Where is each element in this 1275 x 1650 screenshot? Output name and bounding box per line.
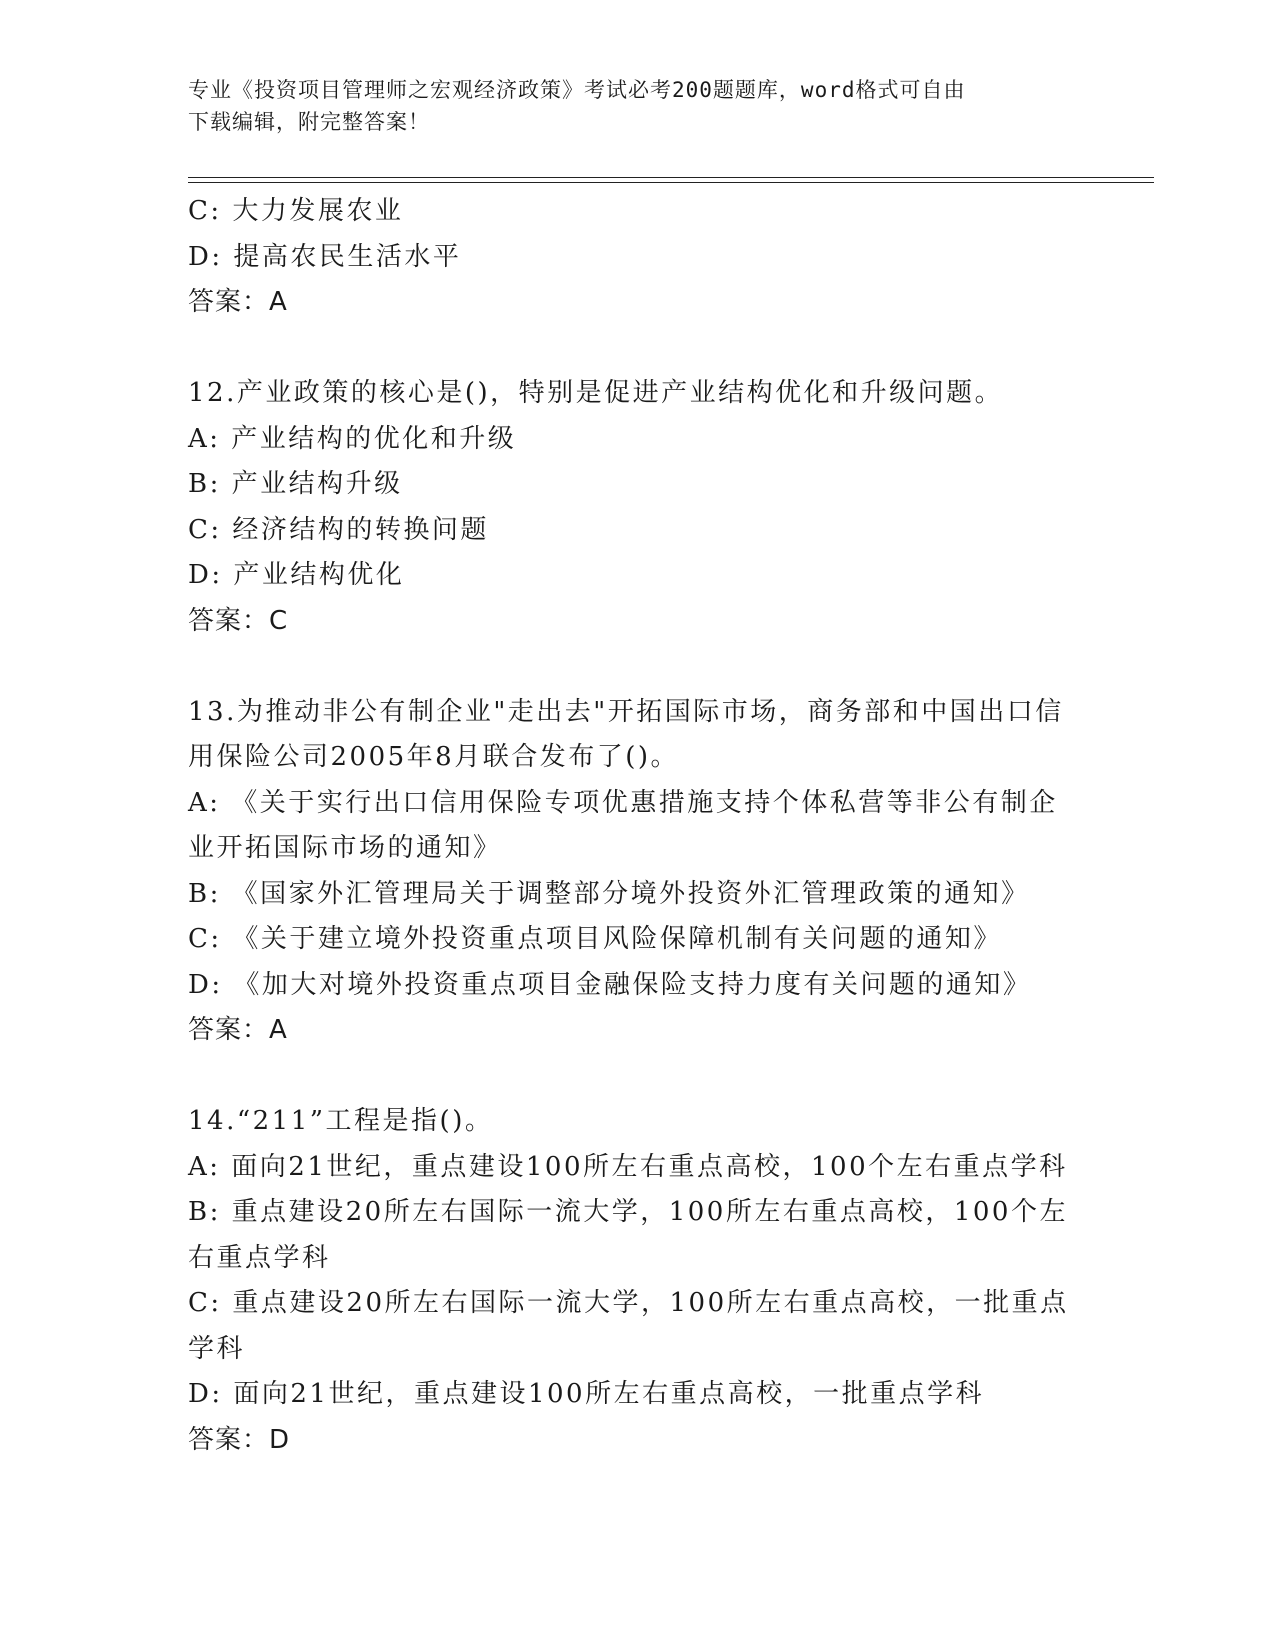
q13-option-c: C: 《关于建立境外投资重点项目风险保障机制有关问题的通知》 <box>188 924 1002 954</box>
q14-option-b-line-1: B: 重点建设20所左右国际一流大学，100所左右重点高校，100个左 <box>188 1197 1068 1227</box>
header-divider-bottom <box>188 182 1154 183</box>
q13-option-a-line-2: 业开拓国际市场的通知》 <box>188 833 502 863</box>
question-14 <box>188 1099 1088 1463</box>
q11-option-d: D: 提高农民生活水平 <box>188 241 462 272</box>
q14-option-d: D: 面向21世纪，重点建设100所左右重点高校，一批重点学科 <box>188 1379 985 1409</box>
q14-option-c-line-1: C: 重点建设20所左右国际一流大学，100所左右重点高校，一批重点 <box>188 1288 1069 1318</box>
header-title-line-2: 下载编辑，附完整答案！ <box>188 110 430 134</box>
question-11 <box>188 189 1088 326</box>
header-divider-top <box>188 177 1154 178</box>
q13-question-line-2: 用保险公司2005年8月联合发布了()。 <box>188 742 679 772</box>
q14-answer: 答案：D <box>188 1424 291 1455</box>
question-13 <box>188 690 1088 1054</box>
q11-option-c: C: 大力发展农业 <box>188 196 404 226</box>
q12-option-a: A: 产业结构的优化和升级 <box>188 423 517 454</box>
header-title-line-1: 专业《投资项目管理师之宏观经济政策》考试必考200题题库，word格式可自由 <box>188 78 966 102</box>
q13-answer: 答案：A <box>188 1015 288 1045</box>
q13-option-a-line-1: A: 《关于实行出口信用保险专项优惠措施支持个体私营等非公有制企 <box>188 787 1058 818</box>
q11-answer: 答案：A <box>188 287 288 317</box>
question-12 <box>188 371 1088 644</box>
q13-option-d: D: 《加大对境外投资重点项目金融保险支持力度有关问题的通知》 <box>188 969 1032 1000</box>
q12-option-d: D: 产业结构优化 <box>188 560 405 590</box>
q14-option-a: A: 面向21世纪，重点建设100所左右重点高校，100个左右重点学科 <box>188 1151 1068 1182</box>
document-header <box>188 74 1068 138</box>
spacer <box>188 644 1088 690</box>
q12-answer: 答案：C <box>188 605 289 636</box>
q14-question: 14.“211”工程是指()。 <box>188 1106 494 1136</box>
q13-question-line-1: 13.为推动非公有制企业"走出去"开拓国际市场，商务部和中国出口信 <box>188 696 1064 727</box>
q14-option-c-line-2: 学科 <box>188 1333 246 1364</box>
q12-question: 12.产业政策的核心是()，特别是促进产业结构优化和升级问题。 <box>188 378 1004 408</box>
q13-option-b: B: 《国家外汇管理局关于调整部分境外投资外汇管理政策的通知》 <box>188 878 1030 909</box>
q14-option-b-line-2: 右重点学科 <box>188 1242 331 1273</box>
question-body <box>188 189 1088 1463</box>
spacer <box>188 1054 1088 1100</box>
spacer <box>188 326 1088 372</box>
q12-option-b: B: 产业结构升级 <box>188 469 403 499</box>
q12-option-c: C: 经济结构的转换问题 <box>188 514 489 545</box>
